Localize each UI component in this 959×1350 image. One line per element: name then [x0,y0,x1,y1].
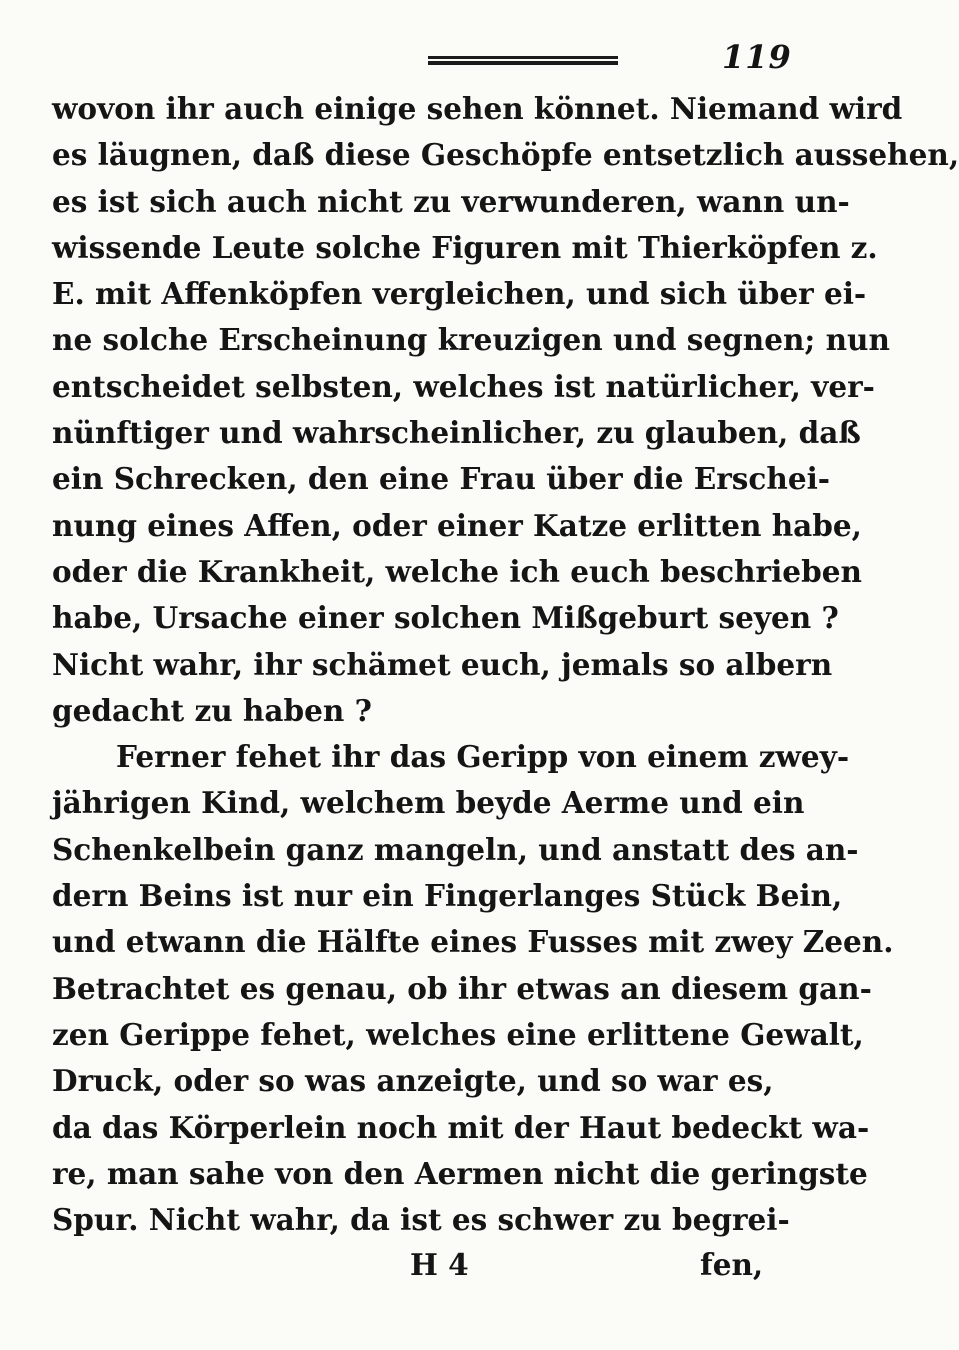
text-line: es läugnen, daß diese Geschöpfe entsetzlich aussehen, [52,137,959,173]
page-number: 119 [722,38,792,76]
page-footer [0,1242,800,1288]
text-line: Schenkelbein ganz mangeln, und anstatt des an- [52,831,859,867]
text-line: und etwann die Hälfte eines Fusses mit zwey Zeen. [52,924,894,960]
catchword: fen, [700,1247,764,1282]
body-text [52,86,959,1243]
text-line: nung eines Affen, oder einer Katze erlitten habe, [52,507,862,543]
text-line: zen Gerippe fehet, welches eine erlittene Gewalt, [52,1016,864,1052]
text-line: Nicht wahr, ihr schämet euch, jemals so albern [52,646,833,682]
header-rule [428,56,618,61]
text-line: Druck, oder so was anzeigte, und so war es, [52,1063,774,1099]
text-line: jährigen Kind, welchem beyde Aerme und ein [52,785,805,821]
text-line: Spur. Nicht wahr, da ist es schwer zu begrei- [52,1202,790,1238]
text-line: wovon ihr auch einige sehen könnet. Niemand wird [52,91,903,126]
text-line: es ist sich auch nicht zu verwunderen, wann un- [52,183,850,219]
text-line: ein Schrecken, den eine Frau über die Erschei- [52,461,831,497]
text-line: nünftiger und wahrscheinlicher, zu glauben, daß [52,415,861,451]
text-line: Ferner fehet ihr das Geripp von einem zwey- [116,739,850,775]
text-line: habe, Ursache einer solchen Mißgeburt seyen ? [52,600,839,636]
text-line: Betrachtet es genau, ob ihr etwas an diesem gan- [52,970,872,1006]
text-line: entscheidet selbsten, welches ist natürlicher, ver- [52,368,875,404]
text-line: ne solche Erscheinung kreuzigen und segnen; nun [52,322,890,358]
text-line: gedacht zu haben ? [52,692,372,728]
text-line: da das Körperlein noch mit der Haut bedeckt wa- [52,1109,870,1145]
text-line: wissende Leute solche Figuren mit Thierköpfen z. [52,229,878,265]
text-line: re, man sahe von den Aermen nicht die geringste [52,1155,868,1191]
text-line: oder die Krankheit, welche ich euch beschrieben [52,553,862,589]
text-line: E. mit Affenköpfen vergleichen, und sich über ei- [52,276,867,312]
text-line: dern Beins ist nur ein Fingerlanges Stück Bein, [52,878,843,914]
signature-mark: H 4 [410,1247,469,1282]
